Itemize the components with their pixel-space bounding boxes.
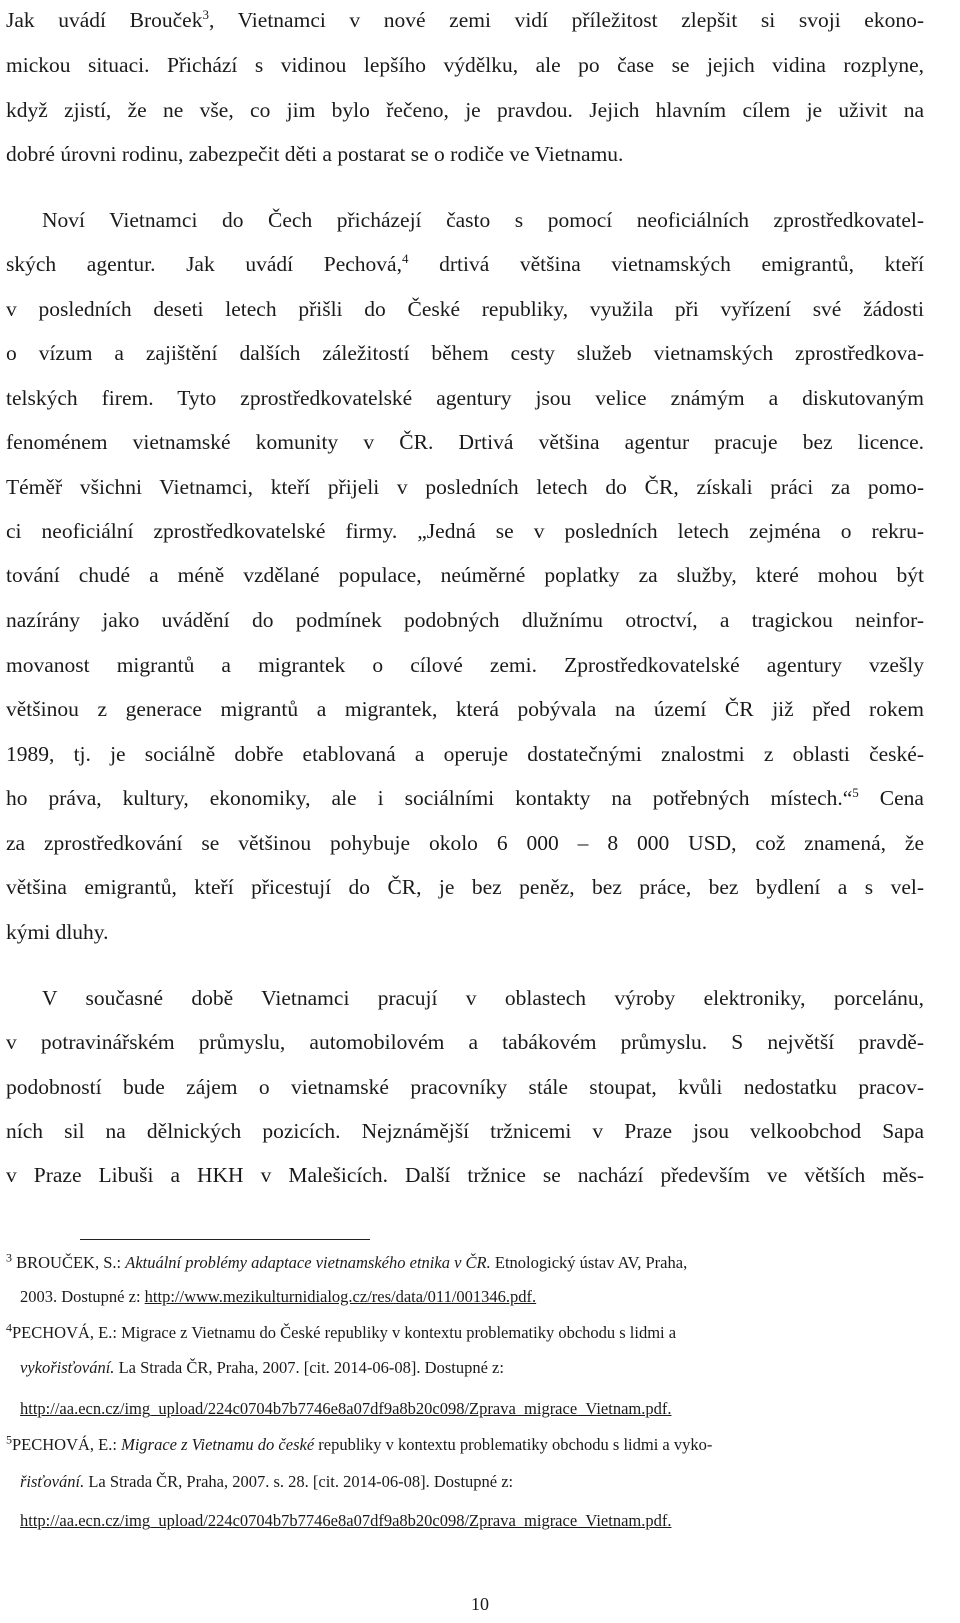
footnote-link[interactable]: http://aa.ecn.cz/img_upload/224c0704b7b7746e8a07df9a8b20c098/Zprava_migrace_Vietnam.pdf. [20,1511,672,1530]
body-line: podobností bude zájem o vietnamské pracovníky stále stoupat, kvůli nedostatku pracov- [6,1075,924,1099]
footnote-link[interactable]: http://aa.ecn.cz/img_upload/224c0704b7b7746e8a07df9a8b20c098/Zprava_migrace_Vietnam.pdf. [20,1399,672,1418]
body-line: ci neoficiální zprostředkovatelské firmy. „Jedná se v posledních letech zejména o rekru- [6,519,924,543]
footnote-5-line2 [20,1471,513,1493]
footnote-4-line3 [20,1398,671,1420]
body-line: mickou situaci. Přichází s vidinou lepšího výdělku, ale po čase se jejich vidina rozplyne, [6,53,924,77]
text-span: ských agentur. Jak uvádí Pechová, [6,252,402,276]
body-line: když zjistí, že ne vše, co jim bylo řečeno, je pravdou. Jejich hlavním cílem je uživit na [6,98,924,122]
body-line: ních sil na dělnických pozicích. Nejznámější tržnicemi v Praze jsou velkoobchod Sapa [6,1119,924,1143]
page-number: 10 [471,1594,489,1614]
body-line: o vízum a zajištění dalších záležitostí během cesty služeb vietnamských zprostředkova- [6,341,924,365]
body-line [6,5,924,35]
footnote-text: PECHOVÁ, E.: Migrace z Vietnamu do České republiky v kontextu problematiky obchodu s lidmi a [12,1323,677,1342]
footnote-3 [6,1252,924,1274]
body-line: dobré úrovni rodinu, zabezpečit děti a postarat se o rodiče ve Vietnamu. [6,142,624,166]
body-line: fenoménem vietnamské komunity v ČR. Drtivá většina agentur pracuje bez licence. [6,430,924,454]
footnote-text: republiky v kontextu problematiky obchodu s lidmi a vyko- [314,1435,713,1454]
footnote-5-line3 [20,1510,671,1532]
body-line: 1989, tj. je sociálně dobře etablovaná a operuje dostatečnými znalostmi z oblasti české- [6,742,924,766]
footnote-ref: 4 [401,250,409,266]
text-span: Jak uvádí Brouček [6,8,203,32]
body-line: Noví Vietnamci do Čech přicházejí často s pomocí neoficiálních zprostředkovatel- [42,208,924,232]
body-line: nazírány jako uvádění do podmínek podobných dlužnímu otroctví, a tragickou neinfor- [6,608,924,632]
text-span: , Vietnamci v nové zemi vidí příležitost zlepšit si svoji ekono- [208,8,924,32]
text-span: Cena [858,786,924,810]
footnote-separator [80,1239,370,1240]
footnote-text: Etnologický ústav AV, Praha, [490,1253,688,1272]
footnote-title: řisťování. [20,1472,85,1491]
footnote-author: PECHOVÁ, E.: [12,1435,122,1454]
footnote-3-line2 [20,1286,536,1308]
body-line: Téměř všichni Vietnamci, kteří přijeli v posledních letech do ČR, získali práci za pomo- [6,475,924,499]
footnote-ref: 5 [852,784,859,800]
body-line [6,783,924,813]
body-line [6,249,924,279]
body-line: V současné době Vietnamci pracují v oblastech výroby elektroniky, porcelánu, [42,986,924,1010]
footnote-number: 4 [6,1320,12,1335]
footnote-text: La Strada ČR, Praha, 2007. s. 28. [cit. 2014-06-08]. Dostupné z: [84,1472,514,1491]
body-line: většinou z generace migrantů a migrantek, která pobývala na území ČR již před rokem [6,697,924,721]
body-line: většina emigrantů, kteří přicestují do ČR, je bez peněz, bez práce, bez bydlení a s vel- [6,875,924,899]
text-span: ho práva, kultury, ekonomiky, ale i sociálními kontakty na potřebných místech.“ [6,786,853,810]
text-span: drtivá většina vietnamských emigrantů, kteří [408,252,925,276]
body-line: tování chudé a méně vzdělané populace, neúměrné poplatky za služby, které mohou být [6,563,924,587]
footnote-text: La Strada ČR, Praha, 2007. [cit. 2014-06-08]. Dostupné z: [114,1358,504,1377]
body-line: za zprostředkování se většinou pohybuje okolo 6 000 – 8 000 USD, což znamená, že [6,831,924,855]
footnote-author: BROUČEK, S.: [12,1253,126,1272]
body-line: v potravinářském průmyslu, automobilovém a tabákovém průmyslu. S největší pravdě- [6,1030,924,1054]
footnote-4 [6,1322,676,1344]
body-line: movanost migrantů a migrantek o cílové zemi. Zprostředkovatelské agentury vzešly [6,653,924,677]
footnote-title: Migrace z Vietnamu do české [121,1435,315,1454]
body-line: telských firem. Tyto zprostředkovatelské agentury jsou velice známým a diskutovaným [6,386,924,410]
footnote-ref: 3 [202,6,209,22]
footnote-text: 2003. Dostupné z: [20,1287,145,1306]
footnote-link[interactable]: http://www.mezikulturnidialog.cz/res/data/011/001346.pdf. [144,1287,537,1306]
body-line: kými dluhy. [6,920,109,944]
footnote-5 [6,1434,712,1456]
footnote-4-line2 [20,1357,504,1379]
body-line: v posledních deseti letech přišli do České republiky, využila při vyřízení své žádosti [6,297,924,321]
footnote-title: Aktuální problémy adaptace vietnamského etnika v ČR. [125,1253,491,1272]
footnote-title: vykořisťování. [20,1358,115,1377]
footnote-number: 3 [6,1250,12,1265]
body-line: v Praze Libuši a HKH v Malešicích. Další tržnice se nachází především ve větších měs- [6,1163,924,1187]
footnote-number: 5 [6,1432,12,1447]
